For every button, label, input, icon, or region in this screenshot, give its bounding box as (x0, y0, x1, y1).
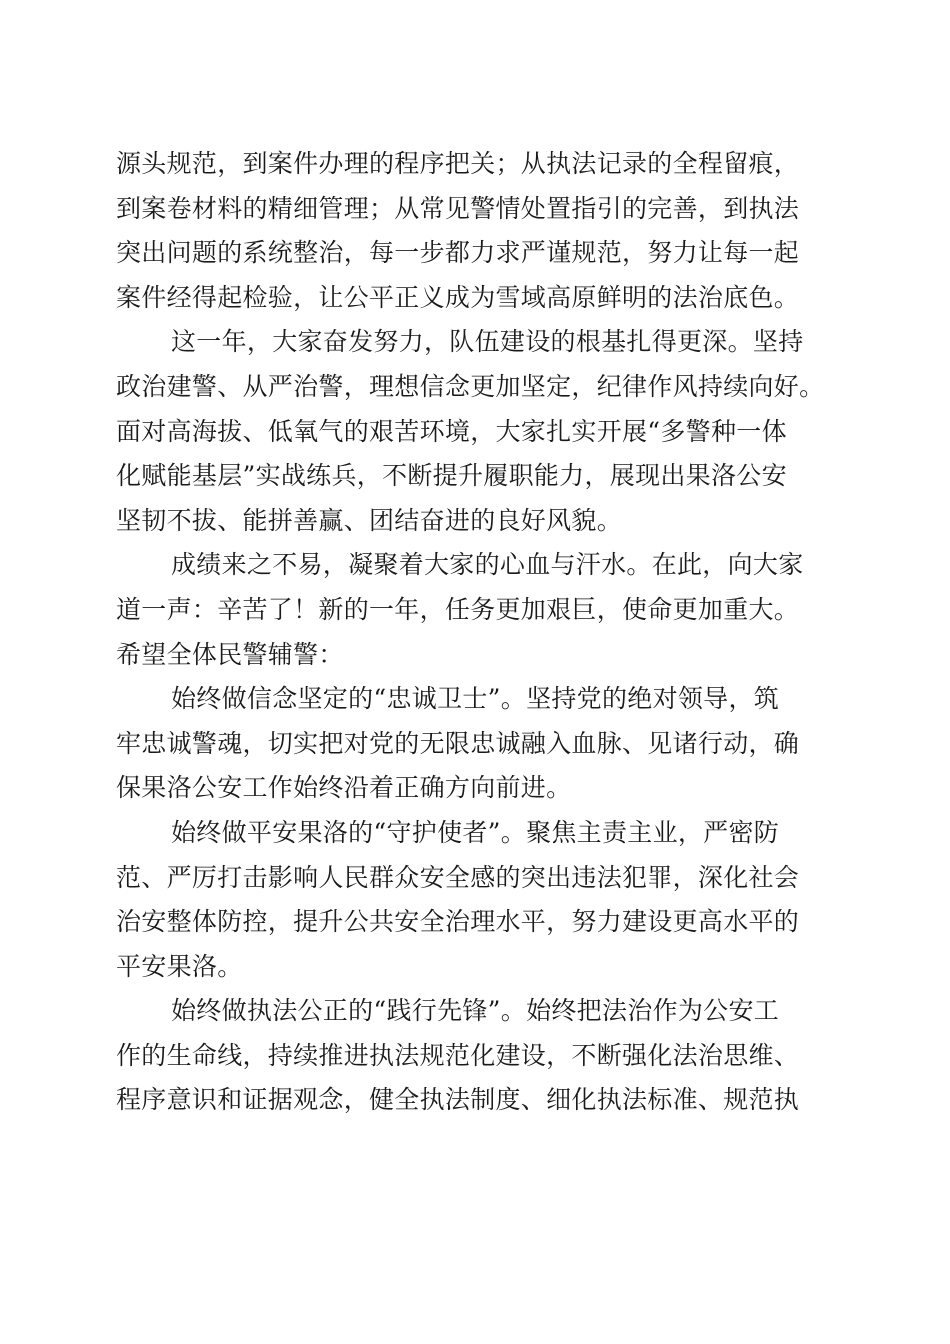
text-line: 作的生命线，持续推进执法规范化建设，不断强化法治思维、 (116, 1040, 800, 1070)
paragraph-first-line: 成绩来之不易，凝聚着大家的心血与汗水。在此，向大家 (171, 550, 804, 580)
text-line: 保果洛公安工作始终沿着正确方向前进。 (116, 773, 572, 803)
text-line: 治安整体防控，提升公共安全治理水平，努力建设更高水平的 (116, 907, 800, 937)
text-line: 案件经得起检验，让公平正义成为雪域高原鲜明的法治底色。 (116, 282, 800, 312)
paragraph-first-line: 始终做平安果洛的“守护使者”。聚焦主责主业，严密防 (171, 817, 780, 847)
text-line: 到案卷材料的精细管理；从常见警情处置指引的完善，到执法 (116, 193, 800, 223)
text-line: 希望全体民警辅警： (116, 639, 344, 669)
paragraph-first-line: 始终做执法公正的“践行先锋”。始终把法治作为公安工 (171, 996, 780, 1026)
text-line: 程序意识和证据观念，健全执法制度、细化执法标准、规范执 (116, 1085, 800, 1115)
text-line: 突出问题的系统整治，每一步都力求严谨规范，努力让每一起 (116, 238, 800, 268)
paragraph-first-line: 这一年，大家奋发努力，队伍建设的根基扎得更深。坚持 (171, 327, 804, 357)
text-line: 化赋能基层”实战练兵，不断提升履职能力，展现出果洛公安 (116, 461, 787, 491)
text-line: 平安果洛。 (116, 951, 243, 981)
text-line: 牢忠诚警魂，切实把对党的无限忠诚融入血脉、见诸行动，确 (116, 728, 800, 758)
text-line: 范、严厉打击影响人民群众安全感的突出违法犯罪，深化社会 (116, 862, 800, 892)
paragraph-first-line: 始终做信念坚定的“忠诚卫士”。坚持党的绝对领导，筑 (171, 684, 780, 714)
text-line: 面对高海拔、低氧气的艰苦环境，大家扎实开展“多警种一体 (116, 416, 787, 446)
text-line: 道一声：辛苦了！新的一年，任务更加艰巨，使命更加重大。 (116, 594, 800, 624)
body-text (116, 142, 836, 1123)
text-line: 坚韧不拔、能拼善赢、团结奋进的良好风貌。 (116, 505, 623, 535)
text-line: 政治建警、从严治警，理想信念更加坚定，纪律作风持续向好。 (116, 371, 825, 401)
text-line: 源头规范，到案件办理的程序把关；从执法记录的全程留痕， (116, 149, 800, 178)
